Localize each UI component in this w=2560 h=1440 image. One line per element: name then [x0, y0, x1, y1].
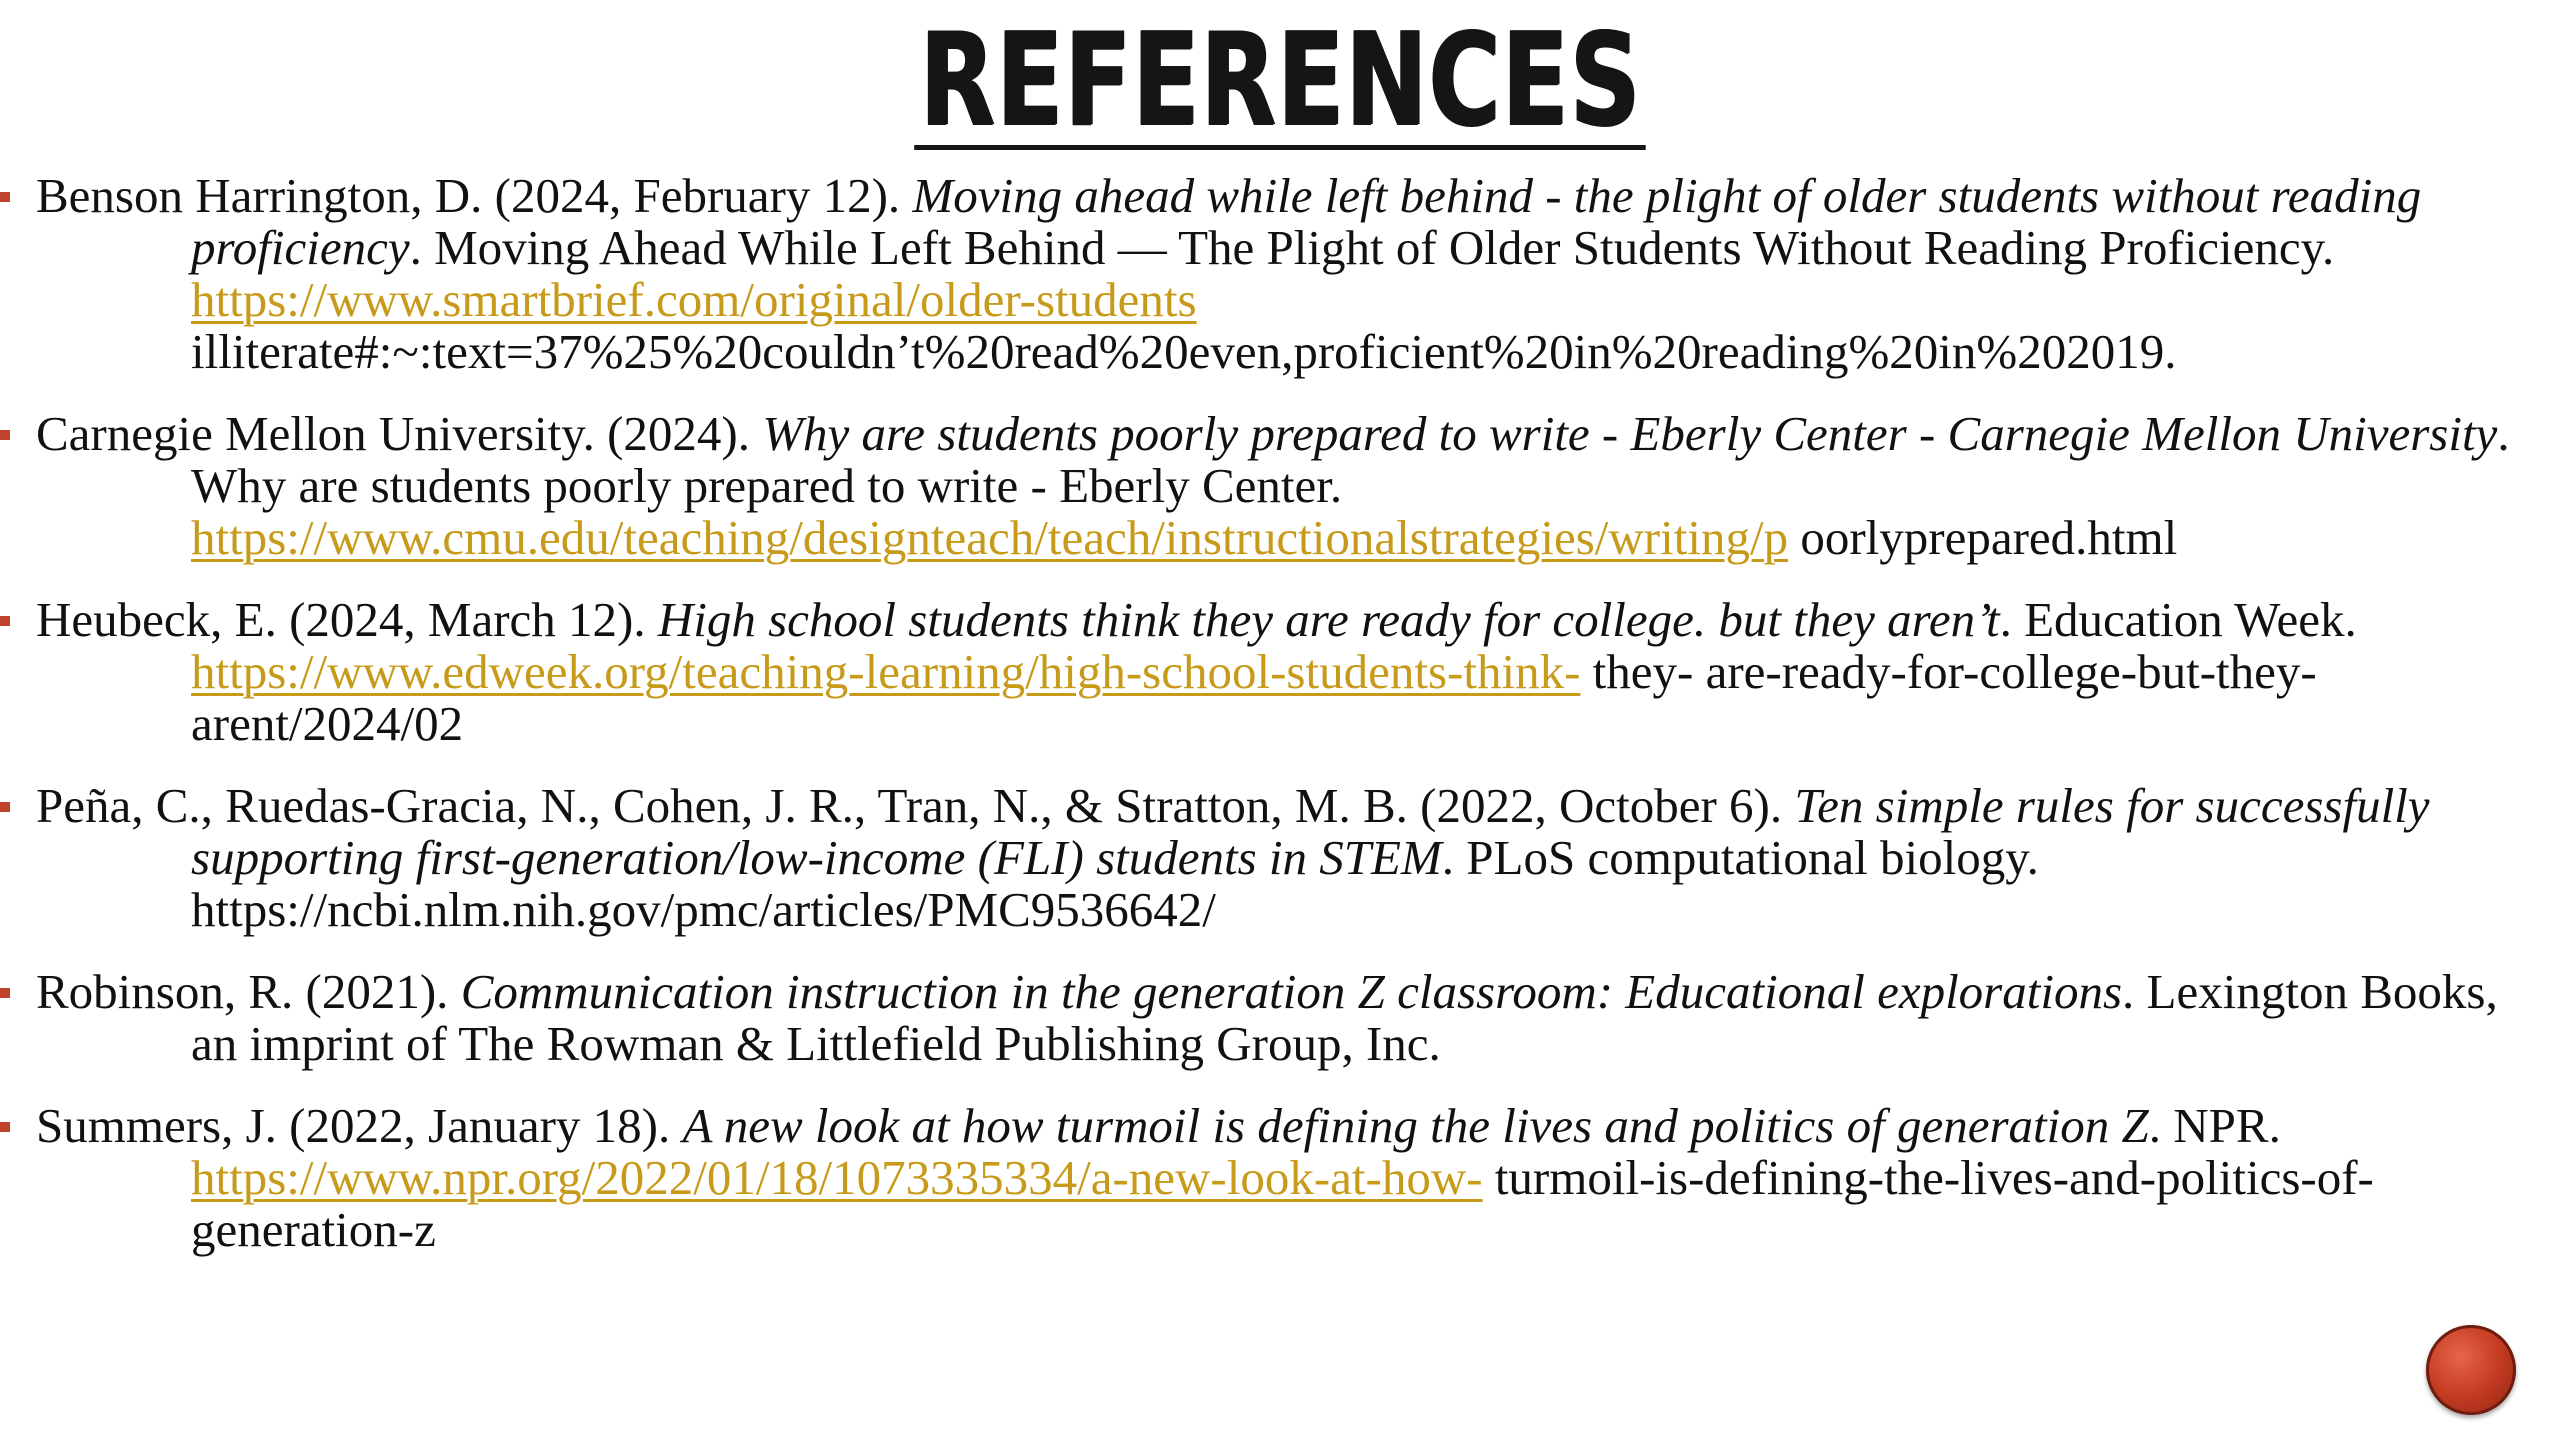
reference-title: Ten simple rules for successfully supporting first-generation/low-income (FLI) students in STEM: [191, 778, 2430, 885]
reference-link[interactable]: https://www.npr.org/2022/01/18/1073335334/a-new-look-at-how-: [191, 1150, 1483, 1205]
reference-lead: Heubeck, E. (2024, March 12).: [36, 592, 658, 647]
reference-after: . Why are students poorly prepared to write - Eberly Center.: [191, 406, 2510, 513]
reference-tail: illiterate#:~:text=37%25%20couldn’t%20read%20even,proficient%20in%20reading%20in%202019.: [191, 324, 2177, 379]
reference-after: . Moving Ahead While Left Behind — The Plight of Older Students Without Reading Proficiency.: [409, 220, 2335, 275]
reference-lead: Benson Harrington, D. (2024, February 12).: [36, 168, 913, 223]
reference-after: . NPR.: [2148, 1098, 2281, 1153]
square-bullet-icon: [0, 616, 10, 626]
reference-link[interactable]: https://www.cmu.edu/teaching/designteach/teach/instructionalstrategies/writing/p: [191, 510, 1789, 565]
reference-item-heubeck: [36, 594, 2526, 750]
reference-lead: Robinson, R. (2021).: [36, 964, 461, 1019]
reference-after: . PLoS computational biology. https://ncbi.nlm.nih.gov/pmc/articles/PMC9536642/: [191, 830, 2039, 937]
reference-item-pena: [36, 780, 2526, 936]
reference-item-benson-harrington: [36, 170, 2526, 378]
reference-item-summers: [36, 1100, 2526, 1256]
reference-link[interactable]: https://www.smartbrief.com/original/older-students: [191, 272, 1197, 327]
reference-title: Moving ahead while left behind - the plight of older students without reading proficiency: [191, 168, 2422, 275]
reference-after: . Education Week.: [1999, 592, 2357, 647]
reference-item-robinson: [36, 966, 2526, 1070]
reference-tail: turmoil-is-defining-the-lives-and-politics-of-generation-z: [191, 1150, 2374, 1257]
reference-lead: Peña, C., Ruedas-Gracia, N., Cohen, J. R., Tran, N., & Stratton, M. B. (2022, October 6).: [36, 778, 1795, 833]
square-bullet-icon: [0, 1122, 10, 1132]
reference-title: Why are students poorly prepared to write - Eberly Center - Carnegie Mellon University: [762, 406, 2498, 461]
reference-item-carnegie-mellon: [36, 408, 2526, 564]
reference-lead: Carnegie Mellon University. (2024).: [36, 406, 763, 461]
square-bullet-icon: [0, 988, 10, 998]
reference-list: [36, 170, 2526, 1286]
slide-title: REFERENCES: [914, 18, 1645, 150]
reference-title: High school students think they are ready for college. but they aren’t: [657, 592, 2000, 647]
reference-title: A new look at how turmoil is defining the lives and politics of generation Z: [682, 1098, 2149, 1153]
square-bullet-icon: [0, 802, 10, 812]
reference-link[interactable]: https://www.edweek.org/teaching-learning/high-school-students-think-: [191, 644, 1581, 699]
reference-lead: Summers, J. (2022, January 18).: [36, 1098, 683, 1153]
reference-title: Communication instruction in the generation Z classroom: Educational explorations: [460, 964, 2123, 1019]
square-bullet-icon: [0, 430, 10, 440]
reference-tail: they- are-ready-for-college-but-they-arent/2024/02: [191, 644, 2317, 751]
reference-after: . Lexington Books, an imprint of The Rowman & Littlefield Publishing Group, Inc.: [191, 964, 2498, 1071]
next-slide-button[interactable]: [2426, 1325, 2516, 1415]
reference-tail: oorlyprepared.html: [1788, 510, 2178, 565]
square-bullet-icon: [0, 192, 10, 202]
slide-title-container: [0, 6, 2560, 155]
